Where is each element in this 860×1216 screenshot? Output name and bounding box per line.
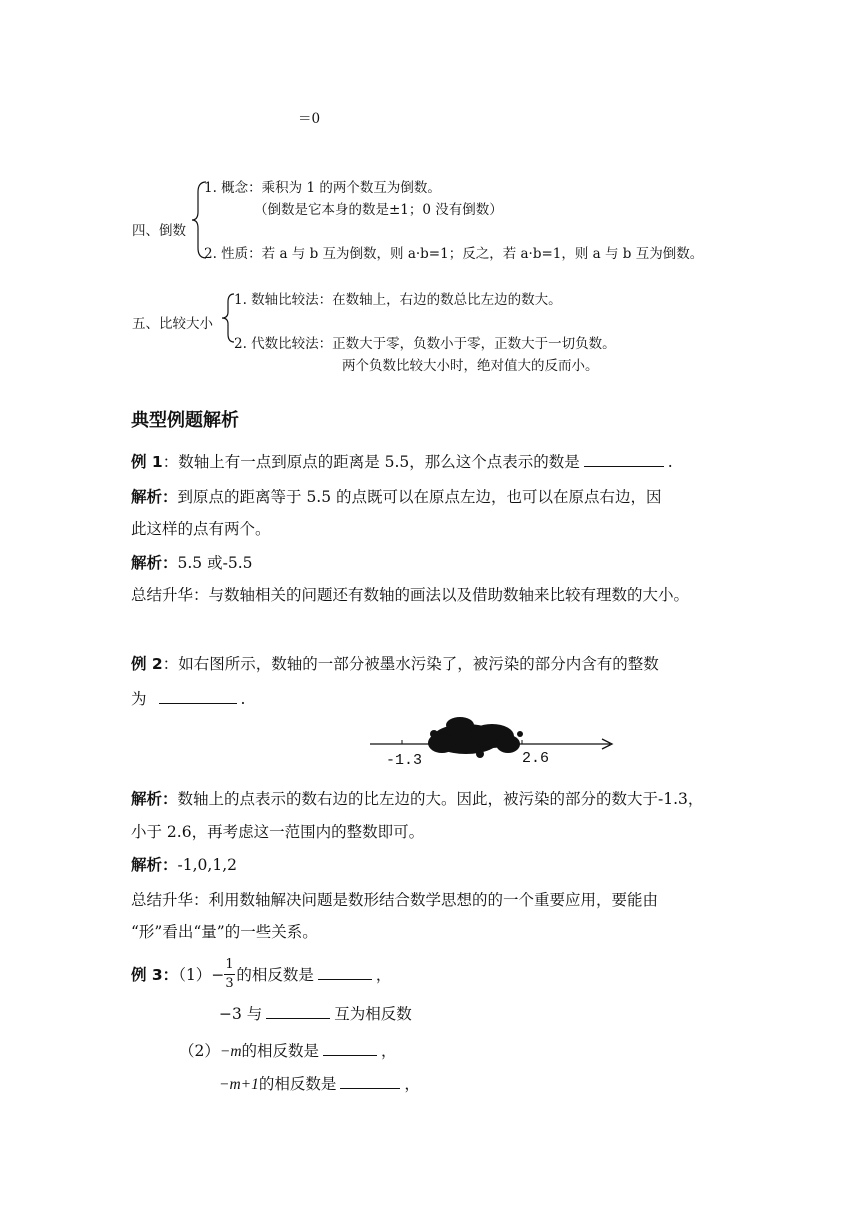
analysis-label: 解析： [131,790,178,808]
example-2-text: ：如右图所示，数轴的一部分被墨水污染了，被污染的部分内含有的整数 [162,655,659,673]
example-3-part-1b [219,1002,412,1024]
answer-blank[interactable] [323,1041,377,1056]
example-2-summary-cont: “形”看出“量”的一些关系。 [131,923,318,941]
fraction-denominator: 3 [225,976,234,991]
example-2-answer [131,853,237,875]
answer-text: -1,0,1,2 [177,856,237,874]
part-1-prefix: （1） [178,966,212,984]
analysis-text: 到原点的距离等于 5.5 的点既可以在原点左边，也可以在原点右边，因 [177,488,662,506]
answer-blank[interactable] [266,1004,330,1019]
example-3-part-1 [131,957,392,991]
compare-label: 五、比较大小 [132,316,213,332]
example-2-question-cont [131,687,245,709]
reciprocal-label: 四、倒数 [132,223,186,239]
example-1-analysis [131,485,662,507]
compare-item-algebra-note: 两个负数比较大小时，绝对值大的反而小。 [342,358,599,374]
minus-sign: − [211,966,225,984]
reciprocal-item-concept: 1. 概念：乘积为 1 的两个数互为倒数。 [204,180,441,196]
answer-label: 解析： [131,554,178,572]
part-2-prefix: （2） [179,1042,220,1060]
example-1-answer [131,551,252,573]
part-2-text: 的相反数是 [241,1042,320,1060]
answer-label: 解析： [131,856,178,874]
number-line-figure [362,712,622,774]
equation-fragment: ＝0 [298,111,321,127]
axis-label-right: 2.6 [522,750,550,767]
part-1-end: ， [375,966,392,984]
example-2-summary: 总结升华：利用数轴解决问题是数形结合数学思想的的一个重要应用，要能由 [131,891,659,909]
answer-text: 5.5 或-5.5 [177,554,253,572]
ink-blot [428,717,523,758]
reciprocal-item-concept-note: （倒数是它本身的数是±1；0 没有倒数） [254,202,503,218]
math-expression: −m [219,1043,242,1060]
compare-item-axis: 1. 数轴比较法：在数轴上，右边的数总比左边的数大。 [234,292,562,308]
compare-item-algebra: 2. 代数比较法：正数大于零，负数小于零，正数大于一切负数。 [234,336,616,352]
part-1b-prefix: −3 与 [219,1005,263,1023]
example-1-summary: 总结升华：与数轴相关的问题还有数轴的画法以及借助数轴来比较有理数的大小。 [131,586,690,604]
answer-blank[interactable] [584,452,664,467]
answer-blank[interactable] [318,965,372,980]
fraction [224,957,236,991]
example-2-question [131,652,659,674]
answer-blank[interactable] [340,1074,400,1089]
example-1-text: ：数轴上有一点到原点的距离是 5.5，那么这个点表示的数是 [162,453,580,471]
example-2-analysis [131,787,703,809]
example-1-question [131,450,673,472]
part-2b-text: 的相反数是 [258,1075,337,1093]
part-1-text: 的相反数是 [236,966,314,984]
reciprocal-item-property: 2. 性质：若 a 与 b 互为倒数，则 a·b=1；反之，若 a·b=1，则 a 与 b 互为倒数。 [204,246,704,262]
example-1-end: . [667,453,673,471]
section-title: 典型例题解析 [131,410,239,431]
example-3-part-2 [179,1039,397,1061]
part-1b-text: 互为相反数 [334,1005,412,1023]
example-3-label: 例 3： [131,966,179,984]
example-2-end: . [240,690,246,708]
example-1-label: 例 1 [131,453,163,471]
axis-label-left: -1.3 [386,752,423,769]
analysis-text: 数轴上的点表示的数右边的比左边的大。因此，被污染的部分的数大于-1.3， [177,790,704,808]
part-2b-end: ， [404,1075,420,1093]
example-3-part-2b [219,1072,420,1094]
example-2-prefix: 为 [131,690,147,708]
example-2-analysis-cont: 小于 2.6，再考虑这一范围内的整数即可。 [131,823,425,841]
fraction-numerator: 1 [225,957,234,972]
example-1-analysis-cont: 此这样的点有两个。 [131,520,271,538]
analysis-label: 解析： [131,488,178,506]
part-2-end: ， [381,1042,397,1060]
example-2-label: 例 2 [131,655,163,673]
math-expression: −m+1 [219,1076,259,1093]
answer-blank[interactable] [159,689,237,704]
